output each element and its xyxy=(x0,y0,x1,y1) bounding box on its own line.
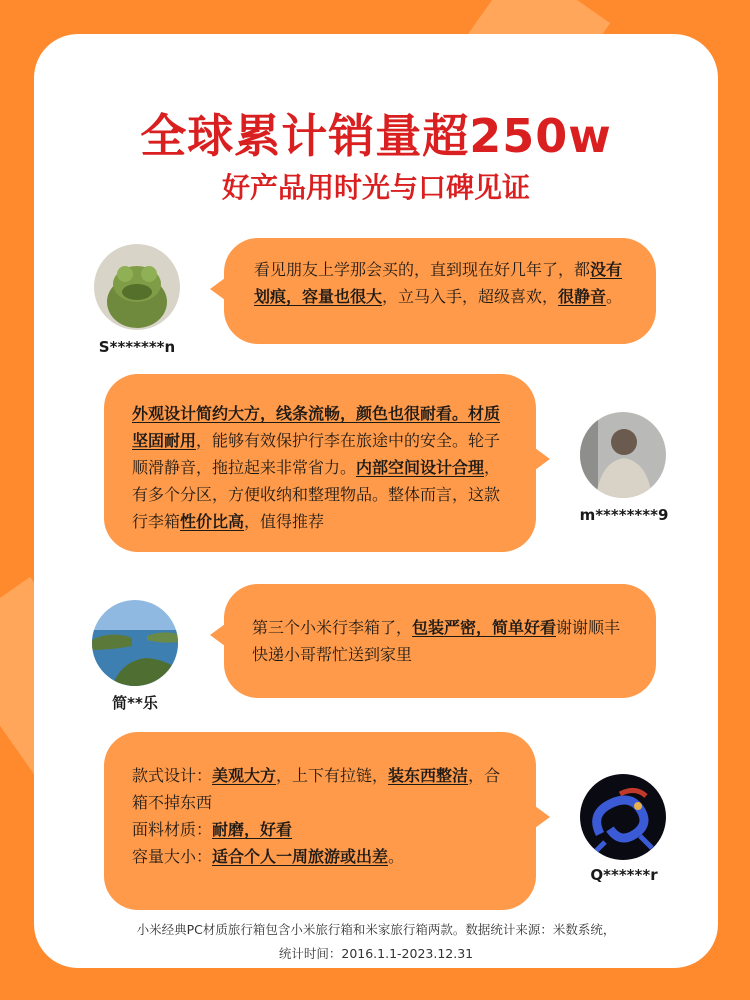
review-text: 看见朋友上学那会买的，直到现在好几年了，都 xyxy=(254,260,591,279)
review-username: S*******n xyxy=(98,338,176,356)
review-bubble xyxy=(104,732,536,910)
review-bubble xyxy=(104,374,536,552)
review-text: 。 xyxy=(606,287,623,306)
review-text: ，值得推荐 xyxy=(244,512,325,531)
review-text: ，立马入手，超级喜欢， xyxy=(382,287,559,306)
review-highlight-text: 外观设计简约大方，线条流畅，颜色也很耐看。材质坚固耐用 xyxy=(132,404,501,450)
review-line xyxy=(132,843,514,870)
review-text: 款式设计： xyxy=(132,766,213,785)
review-bubble xyxy=(224,238,656,344)
review-highlight-text: 性价比高 xyxy=(180,512,245,531)
review-username: Q******r xyxy=(590,866,658,884)
review-highlight-text: 很静音 xyxy=(558,287,607,306)
review-highlight-text: 没有划痕，容量也很大 xyxy=(254,260,623,306)
review-text: ，上下有拉链， xyxy=(276,766,389,785)
review-line xyxy=(132,816,514,843)
review-text: ，有多个分区，方便收纳和整理物品。整体而言，这款行李箱 xyxy=(132,458,501,531)
review-text: 面料材质： xyxy=(132,820,213,839)
review-line xyxy=(132,762,514,816)
review-text: 第三个小米行李箱了， xyxy=(252,618,413,637)
review-highlight-text: 美观大方 xyxy=(212,766,277,785)
review-username: m********9 xyxy=(579,506,669,524)
review-highlight-text: 装东西整洁 xyxy=(388,766,469,785)
statistics-period-note: 统计时间：2016.1.1-2023.12.31 xyxy=(278,946,474,961)
review-text: 。 xyxy=(388,847,405,866)
content-card xyxy=(34,34,718,968)
review-text: ，能够有效保护行李在旅途中的安全。轮子顺滑静音，拖拉起来非常省力。 xyxy=(132,431,501,477)
lake-landscape-avatar-icon xyxy=(92,600,178,686)
dragon-avatar-icon xyxy=(580,774,666,860)
review-text: ，合箱不掉东西 xyxy=(132,766,501,812)
review-username: 简**乐 xyxy=(112,694,158,712)
review-highlight-text: 耐磨，好看 xyxy=(212,820,293,839)
data-source-note: 小米经典PC材质旅行箱包含小米旅行箱和米家旅行箱两款。数据统计来源：米数系统， xyxy=(136,922,616,937)
review-bubble xyxy=(224,584,656,698)
review-highlight-text: 适合个人一周旅游或出差 xyxy=(212,847,389,866)
man-back-avatar-icon xyxy=(580,412,666,498)
page-subtitle: 好产品用时光与口碑见证 xyxy=(221,171,530,204)
review-text: 容量大小： xyxy=(132,847,213,866)
review-highlight-text: 内部空间设计合理 xyxy=(356,458,485,477)
frog-avatar-icon xyxy=(94,244,180,330)
review-highlight-text: 包装严密，简单好看 xyxy=(412,618,557,637)
page-title: 全球累计销量超250w xyxy=(140,109,612,163)
review-text: 谢谢顺丰快递小哥帮忙送到家里 xyxy=(252,618,621,664)
